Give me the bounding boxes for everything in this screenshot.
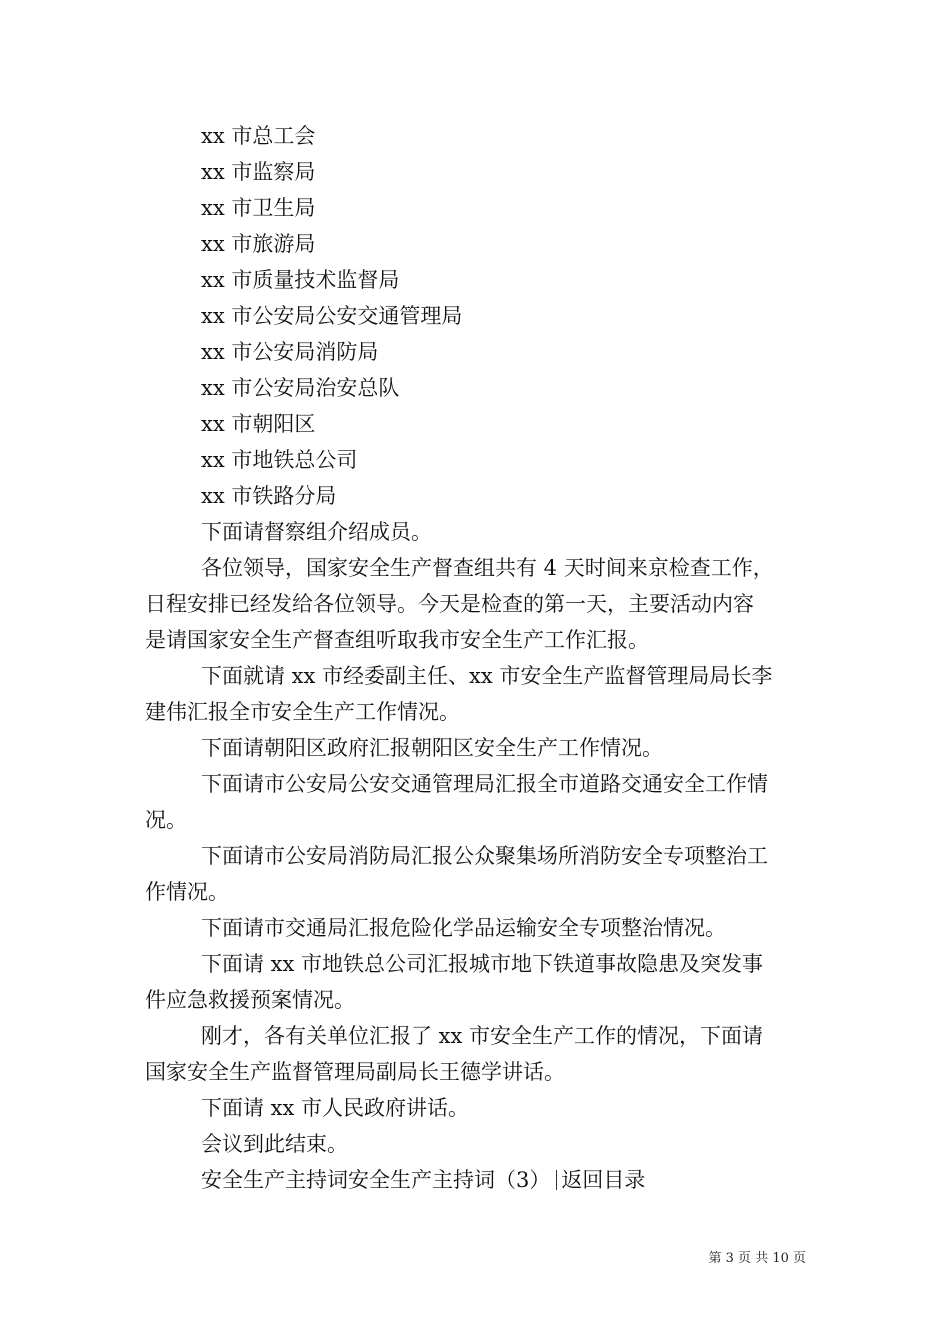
list-item: xx 市总工会 — [201, 124, 316, 148]
paragraph-schedule — [145, 550, 813, 658]
list-item: xx 市公安局消防局 — [201, 340, 379, 364]
paragraph-line: 日程安排已经发给各位领导。今天是检查的第一天，主要活动内容 — [145, 592, 754, 616]
list-item: xx 市公安局治安总队 — [201, 376, 400, 400]
paragraph-line: 是请国家安全生产督查组听取我市安全生产工作汇报。 — [145, 628, 649, 652]
paragraph-introduce-members: 下面请督察组介绍成员。 — [201, 520, 432, 544]
list-item: xx 市朝阳区 — [201, 412, 316, 436]
paragraph-government-speech: 下面请 xx 市人民政府讲话。 — [201, 1096, 470, 1120]
paragraph-speech-invite — [145, 1018, 813, 1090]
paragraph-report-city — [145, 658, 813, 730]
paragraph-line: 况。 — [145, 808, 187, 832]
paragraph-line: 件应急救援预案情况。 — [145, 988, 355, 1012]
paragraph-line: 下面就请 xx 市经委副主任、xx 市安全生产监督管理局局长李 — [201, 664, 773, 688]
toc-title: 安全生产主持词安全生产主持词（3） — [201, 1168, 551, 1192]
paragraph-report-traffic — [145, 766, 813, 838]
paragraph-line: 下面请 xx 市地铁总公司汇报城市地下铁道事故隐患及突发事 — [201, 952, 764, 976]
paragraph-report-subway — [145, 946, 813, 1018]
paragraph-meeting-end: 会议到此结束。 — [201, 1132, 348, 1156]
list-item: xx 市地铁总公司 — [201, 448, 358, 472]
paragraph-report-chaoyang: 下面请朝阳区政府汇报朝阳区安全生产工作情况。 — [201, 736, 663, 760]
list-item: xx 市公安局公安交通管理局 — [201, 304, 463, 328]
paragraph-report-transport: 下面请市交通局汇报危险化学品运输安全专项整治情况。 — [201, 916, 726, 940]
paragraph-line: 各位领导，国家安全生产督查组共有 4 天时间来京检查工作， — [201, 556, 774, 580]
toc-separator — [556, 1170, 557, 1190]
return-toc-link[interactable]: 返回目录 — [561, 1168, 646, 1192]
paragraph-line: 下面请市公安局公安交通管理局汇报全市道路交通安全工作情 — [201, 772, 768, 796]
page-number: 第 3 页 共 10 页 — [708, 1251, 806, 1266]
unit-list — [201, 118, 841, 514]
document-body — [145, 514, 813, 1198]
list-item: xx 市质量技术监督局 — [201, 268, 400, 292]
list-item: xx 市监察局 — [201, 160, 316, 184]
paragraph-line: 下面请市公安局消防局汇报公众聚集场所消防安全专项整治工 — [201, 844, 768, 868]
paragraph-report-fire — [145, 838, 813, 910]
toc-line — [145, 1162, 813, 1198]
paragraph-line: 国家安全生产监督管理局副局长王德学讲话。 — [145, 1060, 565, 1084]
paragraph-line: 刚才，各有关单位汇报了 xx 市安全生产工作的情况，下面请 — [201, 1024, 764, 1048]
paragraph-line: 建伟汇报全市安全生产工作情况。 — [145, 700, 460, 724]
list-item: xx 市铁路分局 — [201, 484, 337, 508]
list-item: xx 市旅游局 — [201, 232, 316, 256]
paragraph-line: 作情况。 — [145, 880, 229, 904]
list-item: xx 市卫生局 — [201, 196, 316, 220]
